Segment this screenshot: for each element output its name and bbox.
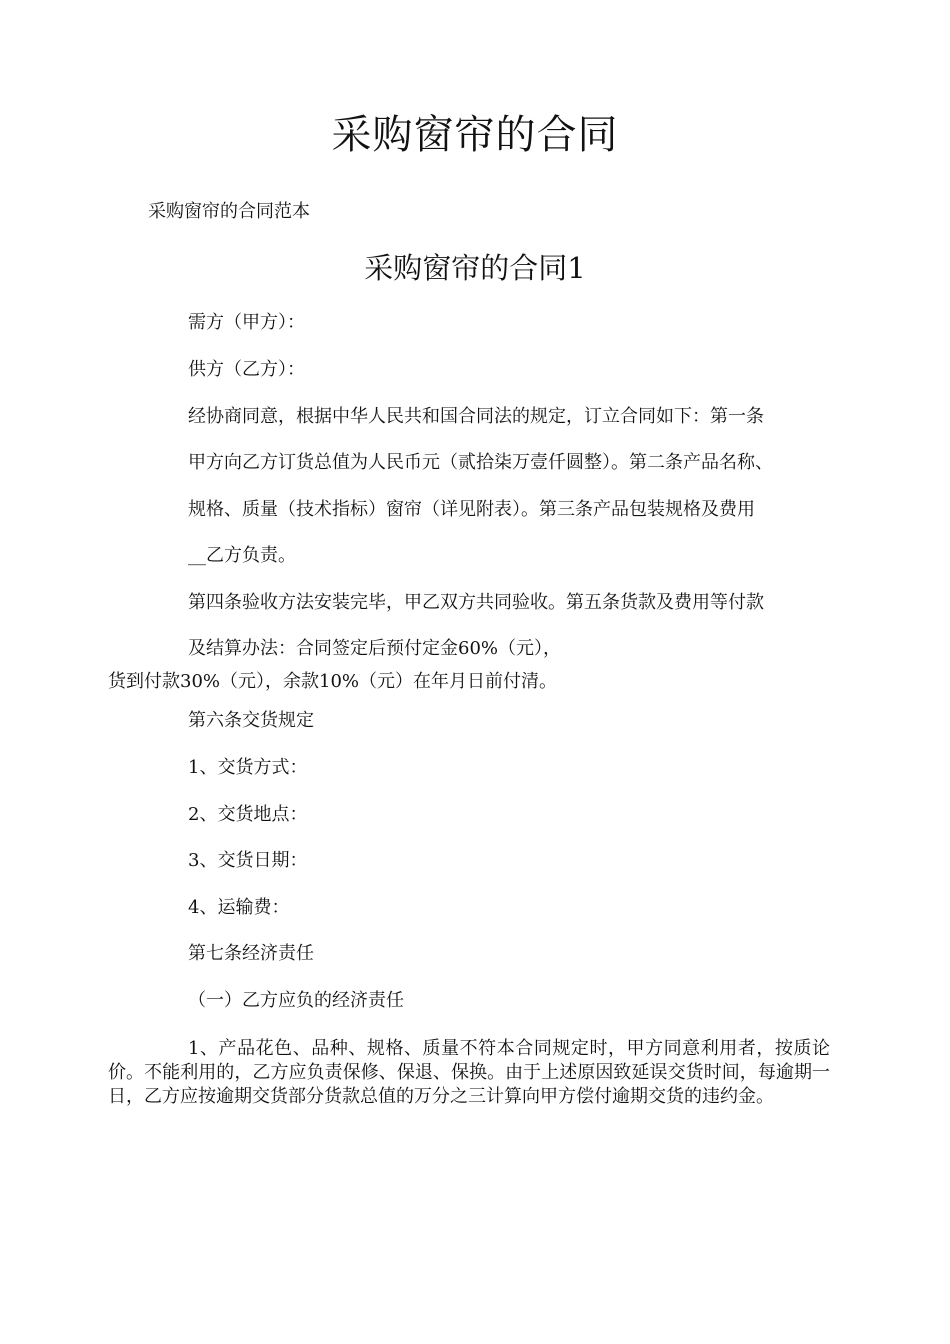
liability-paragraph: 1、产品花色、品种、规格、质量不符本合同规定时，甲方同意利用者，按质论价。不能利用的，乙方应负责保修、保退、保换。由于上述原因致延误交货时间，每逾期一日，乙方应按逾期交货部分货款总值的万分之三计算向甲方偿付逾期交货的违约金。 <box>108 1038 830 1107</box>
delivery-item: 1、交货方式： <box>188 757 308 778</box>
document-title: 采购窗帘的合同 <box>331 112 619 158</box>
contract-line: 货到付款30%（元），余款10%（元）在年月日前付清。 <box>108 671 558 692</box>
contract-line: 甲方向乙方订货总值为人民币元（贰拾柒万壹仟圆整）。第二条产品名称、 <box>188 452 773 473</box>
delivery-item: 3、交货日期： <box>188 850 308 871</box>
contract-line: __乙方负责。 <box>188 545 296 566</box>
contract-line: 经协商同意，根据中华人民共和国合同法的规定，订立合同如下：第一条 <box>188 406 764 427</box>
section-heading: 采购窗帘的合同1 <box>364 251 586 285</box>
liability-heading: （一）乙方应负的经济责任 <box>188 990 404 1011</box>
contract-line: 第四条验收方法安装完毕，甲乙双方共同验收。第五条货款及费用等付款 <box>188 592 764 613</box>
contract-line: 规格、质量（技术指标）窗帘（详见附表）。第三条产品包装规格及费用 <box>188 499 755 520</box>
delivery-item: 2、交货地点： <box>188 804 308 825</box>
contract-line: 及结算办法：合同签定后预付定金60%（元）， <box>188 638 562 659</box>
article-six-heading: 第六条交货规定 <box>188 710 314 731</box>
article-seven-heading: 第七条经济责任 <box>188 943 314 964</box>
party-b-line: 供方（乙方）： <box>188 359 305 380</box>
document-subtitle: 采购窗帘的合同范本 <box>148 201 310 222</box>
delivery-item: 4、运输费： <box>188 897 290 918</box>
party-a-line: 需方（甲方）： <box>188 312 305 333</box>
